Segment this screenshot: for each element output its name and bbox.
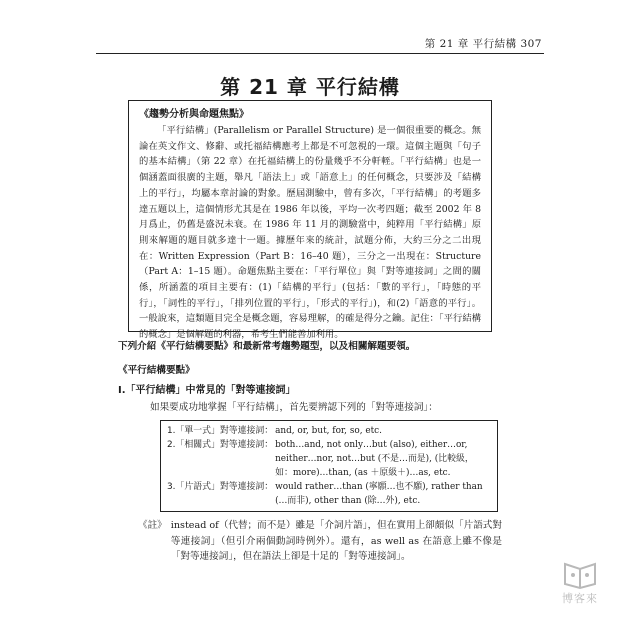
- conjunction-label: 1.「單一式」對等連接詞：: [167, 426, 274, 436]
- conjunction-row: [167, 480, 491, 508]
- trend-box-body: 「平行結構」(Parallelism or Parallel Structure) 是一個很重要的概念。無論在英文作文、修辭、或托福結構應考上都是不可忽視的一環。這個主題與「句子的基本結構」（第 22 章）在托福結構上的份量幾乎不分軒輊。「平行結構」也是一個涵蓋面很廣的主題，舉凡「語法上」或「語意上」的任何概念，只要涉及「結構上的平行」，均屬本章討論的對象。歷屆測驗中，曾有多次，「平行結構」的考題多達五題以上，這個情形尤其是在 1986 年以後，平均一次考四題；截至 2002 年 8 月爲止，仍舊是盛況未衰。在 1986 年 11 月的測驗當中，純粹用「平行結構」原則來解題的題目就多達十一題。據歷年來的統計，試題分佈，大約三分之二出現在：Written Expression（Part B：16–40 題），三分之一出現在：Structure（Part A：1–15 題）。命題焦點主要在：「平行單位」與「對等連接詞」之間的關係，所涵蓋的項目主要有：(1)「結構的平行」(包括：「數的平行」，「時態的平行」，「詞性的平行」，「排列位置的平行」，「形式的平行」)，和(2)「語意的平行」。一般說來，這類題目完全是概念題，容易理解，的確是得分之鑰。記住：「平行結構的概念」是個解題的利器，希考生們能善加利用。: [139, 125, 481, 341]
- watermark-label: 博客來: [562, 592, 598, 605]
- books-com-tw-logo-icon: [561, 560, 599, 590]
- key-points-heading: 《平行結構要點》: [118, 365, 195, 376]
- note-block: [138, 518, 502, 565]
- trend-box-heading: 《趨勢分析與命題焦點》: [139, 109, 249, 120]
- point-1-title: I.「平行結構」中常見的「對等連接詞」: [118, 385, 296, 396]
- conjunction-list-box: [160, 420, 498, 512]
- conjunction-value: would rather…than (寧願…也不願), rather than (…而非), other than (除…外), etc.: [275, 482, 483, 506]
- note-text: instead of（代替；而不是）雖是「介詞片語」，但在實用上卻頗似「片語式對等連接詞」（但引介兩個動詞時例外）。還有，as well as 在語意上雖不像是「對等連接詞」，但在語法上卻是十足的「對等連接詞」。: [170, 520, 502, 562]
- conjunction-label: 2.「相關式」對等連接詞：: [167, 440, 274, 450]
- point-1-text: 如果要成功地掌握「平行結構」，首先要辨認下列的「對等連接詞」：: [150, 402, 438, 413]
- note-label: 《註》: [138, 520, 167, 531]
- conjunction-value: and, or, but, for, so, etc.: [275, 426, 382, 436]
- chapter-title: 第 21 章 平行結構: [220, 75, 400, 99]
- header-rule: [96, 53, 544, 54]
- conjunction-row: [167, 438, 491, 480]
- bookstore-watermark: [554, 560, 606, 606]
- section-intro: 下列介紹《平行結構要點》和最新常考趨勢題型，以及相關解題要領。: [118, 341, 416, 352]
- trend-analysis-box: [128, 100, 492, 341]
- running-head: 第 21 章 平行結構 307: [424, 38, 542, 50]
- conjunction-value: both…and, not only…but (also), either…or, neither…nor, not…but (不是…而是), (比較級，如：more)…than, (as ＋原級＋)…as, etc.: [275, 440, 474, 478]
- conjunction-label: 3.「片語式」對等連接詞：: [167, 482, 274, 492]
- conjunction-row: [167, 424, 491, 438]
